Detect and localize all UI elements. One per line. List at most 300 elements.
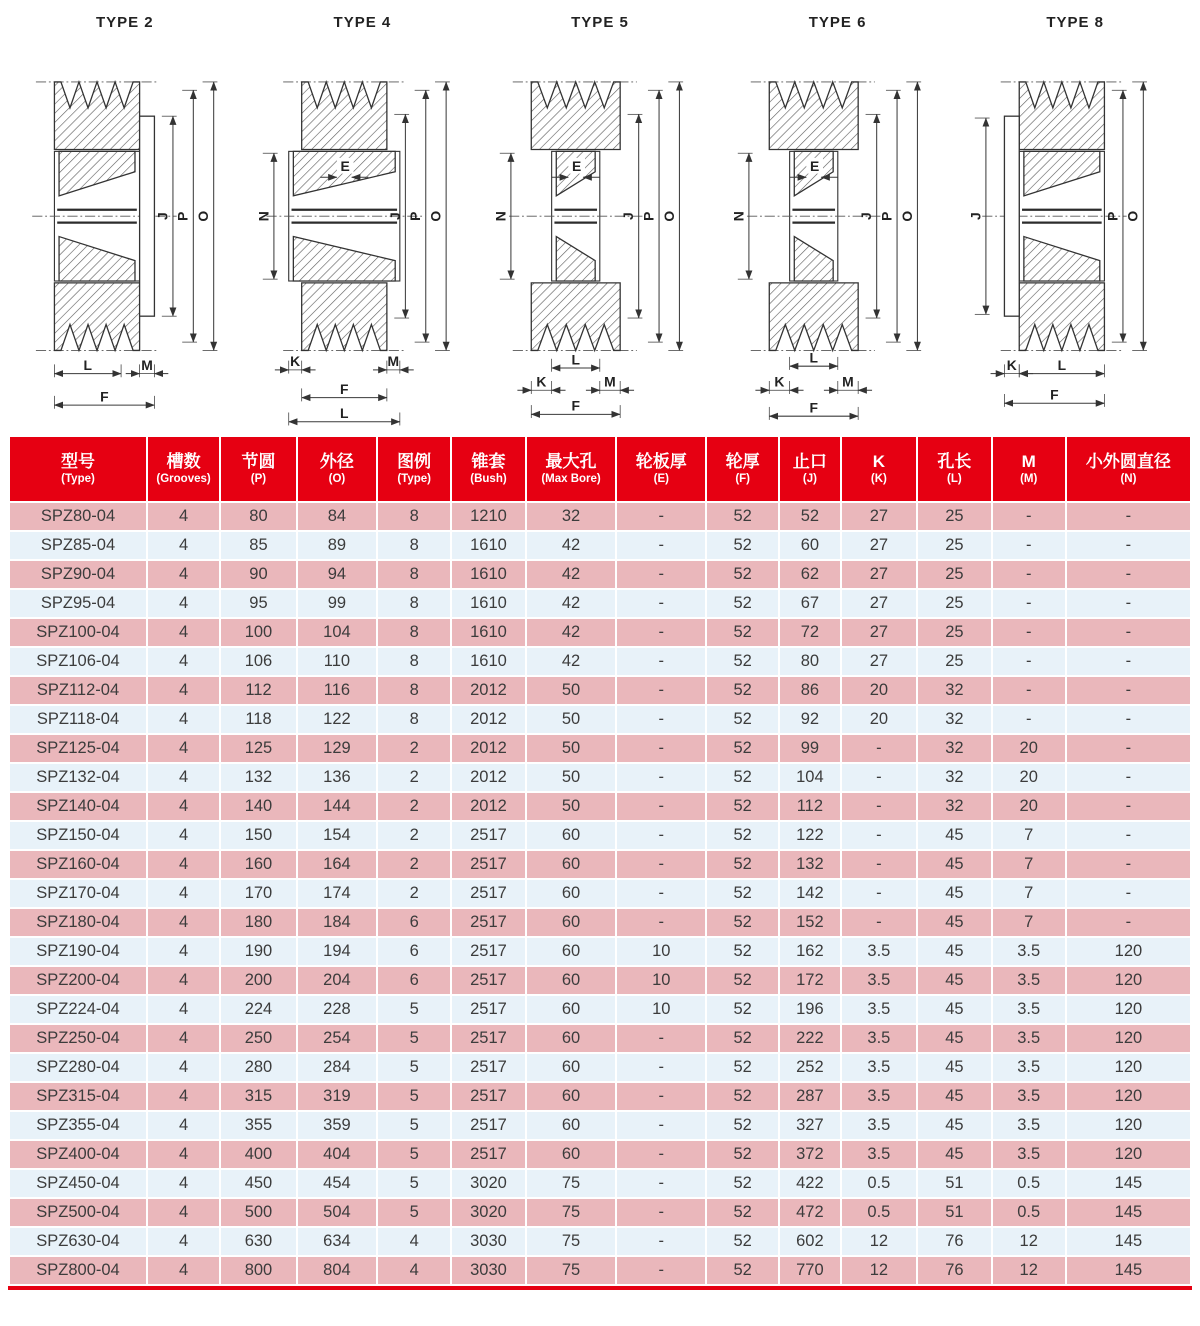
cell: 120 (1066, 1082, 1191, 1111)
diagram-type-4 (244, 6, 482, 431)
cell: 170 (220, 879, 297, 908)
column-header-en: (Type) (397, 473, 431, 485)
cell: 52 (706, 560, 779, 589)
cell: 422 (779, 1169, 840, 1198)
cell: - (616, 1256, 706, 1285)
cell: 5 (377, 1198, 451, 1227)
cell: SPZ180-04 (9, 908, 147, 937)
cell: 145 (1066, 1169, 1191, 1198)
cell: 6 (377, 966, 451, 995)
cell: 152 (779, 908, 840, 937)
cell: 8 (377, 705, 451, 734)
cell: 1610 (451, 560, 525, 589)
cell: - (616, 821, 706, 850)
cell: - (616, 502, 706, 531)
cell: SPZ150-04 (9, 821, 147, 850)
cell: 3.5 (841, 937, 918, 966)
diagram-title: TYPE 2 (95, 14, 154, 31)
cell: 4 (147, 502, 220, 531)
cell: 4 (147, 676, 220, 705)
cell: 200 (220, 966, 297, 995)
cell: 52 (706, 966, 779, 995)
cell: 45 (917, 966, 991, 995)
table-row (9, 531, 1191, 560)
table-row (9, 792, 1191, 821)
cell: 4 (147, 995, 220, 1024)
cell: 42 (526, 531, 617, 560)
cell: 145 (1066, 1198, 1191, 1227)
cell: - (1066, 792, 1191, 821)
column-header-en: (E) (653, 473, 669, 485)
dim-label: L (83, 356, 93, 373)
cell: 180 (220, 908, 297, 937)
cell: 4 (147, 1140, 220, 1169)
pulley-drawing (244, 31, 482, 431)
cell: 472 (779, 1198, 840, 1227)
cell: 32 (917, 705, 991, 734)
cell: 4 (147, 821, 220, 850)
cell: 100 (220, 618, 297, 647)
cell: 27 (841, 531, 918, 560)
cell: 7 (992, 879, 1066, 908)
cell: 52 (706, 850, 779, 879)
cell: 8 (377, 502, 451, 531)
cell: 4 (377, 1256, 451, 1285)
cell: 132 (779, 850, 840, 879)
cell: 52 (706, 647, 779, 676)
dim-J (154, 116, 176, 316)
dim-label: M (387, 353, 399, 370)
cell: SPZ400-04 (9, 1140, 147, 1169)
table-row (9, 1082, 1191, 1111)
cell: SPZ200-04 (9, 966, 147, 995)
cell: 45 (917, 1024, 991, 1053)
cell: - (1066, 763, 1191, 792)
cell: 4 (147, 1024, 220, 1053)
table-row (9, 1111, 1191, 1140)
cell: 4 (147, 589, 220, 618)
cell: - (616, 763, 706, 792)
cell: 51 (917, 1198, 991, 1227)
table-row (9, 995, 1191, 1024)
cell: 3.5 (841, 1111, 918, 1140)
diagram-title: TYPE 6 (808, 14, 867, 31)
pulley-diagrams (0, 0, 1200, 431)
cell: SPZ100-04 (9, 618, 147, 647)
cell: 42 (526, 618, 617, 647)
cell: SPZ800-04 (9, 1256, 147, 1285)
cell: 122 (779, 821, 840, 850)
cell: 75 (526, 1227, 617, 1256)
cell: 145 (1066, 1227, 1191, 1256)
column-header-en: (P) (250, 473, 267, 485)
column-header (526, 436, 617, 502)
cell: 3.5 (841, 1140, 918, 1169)
cell: - (992, 560, 1066, 589)
cell: - (1066, 908, 1191, 937)
cell: 2517 (451, 821, 525, 850)
cell: SPZ315-04 (9, 1082, 147, 1111)
cell: SPZ132-04 (9, 763, 147, 792)
cell: 2012 (451, 792, 525, 821)
cell: 45 (917, 908, 991, 937)
cell: 42 (526, 589, 617, 618)
dim-label: O (195, 210, 212, 222)
cell: 6 (377, 908, 451, 937)
cell: - (1066, 734, 1191, 763)
dim-L (1020, 357, 1105, 377)
cell: 60 (779, 531, 840, 560)
cell: 45 (917, 1111, 991, 1140)
column-header-en: (N) (1120, 473, 1137, 485)
dim-N (730, 153, 752, 279)
cell: 4 (147, 1198, 220, 1227)
cell: - (616, 1198, 706, 1227)
cell: - (616, 589, 706, 618)
cell: 2517 (451, 908, 525, 937)
cell: 1610 (451, 531, 525, 560)
column-header (616, 436, 706, 502)
cell: 60 (526, 1140, 617, 1169)
dim-label: J (154, 212, 171, 221)
dim-label: K (289, 353, 300, 370)
dim-label: E (572, 157, 582, 174)
cell: - (992, 676, 1066, 705)
cell: 2517 (451, 1053, 525, 1082)
cell: 52 (706, 821, 779, 850)
cell: - (616, 676, 706, 705)
dim-L (552, 351, 600, 371)
dim-K (274, 353, 315, 373)
dim-label: O (661, 210, 678, 222)
cell: 2517 (451, 966, 525, 995)
dim-F (54, 388, 154, 408)
cell: 20 (992, 792, 1066, 821)
cell: SPZ106-04 (9, 647, 147, 676)
dim-P (407, 90, 429, 342)
cell: 50 (526, 734, 617, 763)
cell: 4 (147, 618, 220, 647)
cell: 154 (297, 821, 377, 850)
cell: 6 (377, 937, 451, 966)
cell: 32 (917, 792, 991, 821)
dim-label: K (536, 373, 547, 390)
column-header-cn: 外径 (319, 451, 354, 471)
cell: 4 (147, 734, 220, 763)
column-header-cn: 轮板厚 (635, 451, 687, 471)
cell: - (1066, 647, 1191, 676)
cell: 140 (220, 792, 297, 821)
cell: 500 (220, 1198, 297, 1227)
column-header (297, 436, 377, 502)
cell: 60 (526, 850, 617, 879)
cell: 2517 (451, 995, 525, 1024)
cell: 280 (220, 1053, 297, 1082)
cell: SPZ630-04 (9, 1227, 147, 1256)
cell: - (841, 763, 918, 792)
cell: 2 (377, 763, 451, 792)
cell: 2012 (451, 734, 525, 763)
dim-L (54, 357, 121, 377)
cell: 355 (220, 1111, 297, 1140)
cell: 45 (917, 821, 991, 850)
cell: - (1066, 589, 1191, 618)
cell: 27 (841, 589, 918, 618)
cell: 20 (992, 763, 1066, 792)
cell: 60 (526, 995, 617, 1024)
table-row (9, 879, 1191, 908)
cell: - (616, 647, 706, 676)
cell: 60 (526, 1111, 617, 1140)
cell: 52 (706, 705, 779, 734)
cell: 162 (779, 937, 840, 966)
table-row (9, 1169, 1191, 1198)
cell: 3.5 (992, 1111, 1066, 1140)
cell: 76 (917, 1227, 991, 1256)
cell: 52 (706, 1169, 779, 1198)
dim-label: J (967, 212, 984, 221)
dim-M (373, 353, 414, 373)
dim-label: J (620, 212, 637, 221)
cell: SPZ160-04 (9, 850, 147, 879)
dim-label: L (1057, 356, 1067, 373)
cell: 67 (779, 589, 840, 618)
cell: 7 (992, 821, 1066, 850)
cell: 20 (992, 734, 1066, 763)
cell: - (1066, 850, 1191, 879)
cell: 2 (377, 821, 451, 850)
cell: 224 (220, 995, 297, 1024)
cell: 0.5 (841, 1198, 918, 1227)
cell: 2 (377, 734, 451, 763)
cell: - (1066, 531, 1191, 560)
cell: 27 (841, 618, 918, 647)
cell: - (992, 589, 1066, 618)
cell: 52 (706, 1227, 779, 1256)
dim-P (1105, 90, 1127, 342)
pulley-drawing (481, 31, 719, 431)
cell: - (841, 908, 918, 937)
cell: 60 (526, 1053, 617, 1082)
cell: 2517 (451, 1140, 525, 1169)
cell: 5 (377, 1082, 451, 1111)
cell: 196 (779, 995, 840, 1024)
table-row (9, 821, 1191, 850)
cell: SPZ170-04 (9, 879, 147, 908)
cell: 99 (297, 589, 377, 618)
cell: 76 (917, 1256, 991, 1285)
spec-table-wrap (8, 435, 1192, 1290)
cell: 160 (220, 850, 297, 879)
dim-label: F (809, 399, 818, 416)
cell: 2 (377, 879, 451, 908)
cell: 45 (917, 995, 991, 1024)
cell: 164 (297, 850, 377, 879)
cell: 86 (779, 676, 840, 705)
cell: 4 (147, 705, 220, 734)
cell: 42 (526, 647, 617, 676)
table-row (9, 1256, 1191, 1285)
dim-J (386, 114, 408, 318)
cell: 32 (526, 502, 617, 531)
cell: 45 (917, 937, 991, 966)
cell: 4 (377, 1227, 451, 1256)
cell: 4 (147, 792, 220, 821)
diagram-type-6 (719, 6, 957, 431)
dim-label: F (100, 388, 109, 405)
pulley-drawing (6, 31, 244, 431)
cell: 112 (220, 676, 297, 705)
dim-label: F (339, 380, 349, 397)
table-row (9, 1140, 1191, 1169)
cell: 2012 (451, 763, 525, 792)
cell: - (841, 734, 918, 763)
cell: - (616, 792, 706, 821)
cell: - (616, 879, 706, 908)
cell: 4 (147, 763, 220, 792)
dim-L (288, 405, 399, 425)
table-row (9, 734, 1191, 763)
dim-J (968, 118, 990, 314)
spec-table (8, 435, 1192, 1286)
cell: 104 (297, 618, 377, 647)
cell: 118 (220, 705, 297, 734)
cell: 3.5 (992, 1024, 1066, 1053)
cell: 804 (297, 1256, 377, 1285)
cell: 27 (841, 560, 918, 589)
cell: SPZ90-04 (9, 560, 147, 589)
pulley-drawing (956, 31, 1194, 431)
cell: 2517 (451, 1111, 525, 1140)
cell: 630 (220, 1227, 297, 1256)
diagram-title: TYPE 5 (571, 14, 629, 31)
cell: 7 (992, 908, 1066, 937)
cell: 120 (1066, 966, 1191, 995)
cell: 32 (917, 734, 991, 763)
cell: 60 (526, 908, 617, 937)
dim-M (586, 374, 634, 394)
column-header-en: (F) (735, 473, 751, 485)
cell: 1610 (451, 589, 525, 618)
dim-label: N (492, 211, 509, 222)
cell: 25 (917, 647, 991, 676)
cell: 120 (1066, 1111, 1191, 1140)
cell: 42 (526, 560, 617, 589)
cell: 52 (706, 908, 779, 937)
cell: 116 (297, 676, 377, 705)
cell: 315 (220, 1082, 297, 1111)
cell: 20 (841, 676, 918, 705)
cell: 7 (992, 850, 1066, 879)
cell: SPZ250-04 (9, 1024, 147, 1053)
cell: - (616, 531, 706, 560)
cell: 52 (706, 1053, 779, 1082)
dim-label: M (841, 373, 854, 390)
cell: 27 (841, 502, 918, 531)
cell: 0.5 (841, 1169, 918, 1198)
cell: 12 (992, 1227, 1066, 1256)
table-row (9, 1198, 1191, 1227)
cell: - (1066, 502, 1191, 531)
cell: 204 (297, 966, 377, 995)
dim-label: K (1007, 356, 1018, 373)
cell: 8 (377, 647, 451, 676)
dim-M (824, 374, 872, 394)
column-header (917, 436, 991, 502)
column-header (451, 436, 525, 502)
pulley-drawing (719, 31, 957, 431)
table-row (9, 647, 1191, 676)
cell: 3.5 (841, 1053, 918, 1082)
cell: 45 (917, 850, 991, 879)
cell: 60 (526, 966, 617, 995)
diagram-title: TYPE 8 (1046, 14, 1105, 31)
column-header (9, 436, 147, 502)
cell: 32 (917, 763, 991, 792)
dim-P (878, 90, 900, 342)
cell: 120 (1066, 937, 1191, 966)
column-header-en: (O) (328, 473, 346, 485)
cell: SPZ80-04 (9, 502, 147, 531)
cell: 319 (297, 1082, 377, 1111)
cell: 25 (917, 531, 991, 560)
cell: - (841, 879, 918, 908)
dim-label: J (386, 212, 403, 221)
cell: SPZ450-04 (9, 1169, 147, 1198)
cell: 3.5 (992, 1053, 1066, 1082)
cell: SPZ500-04 (9, 1198, 147, 1227)
cell: 602 (779, 1227, 840, 1256)
table-row (9, 937, 1191, 966)
table-row (9, 850, 1191, 879)
cell: 4 (147, 937, 220, 966)
cell: 2517 (451, 1024, 525, 1053)
cell: 4 (147, 850, 220, 879)
cell: 0.5 (992, 1198, 1066, 1227)
column-header-cn: 轮厚 (725, 451, 760, 471)
cell: 150 (220, 821, 297, 850)
cell: - (841, 792, 918, 821)
column-header-cn: 锥套 (471, 451, 506, 471)
cell: 12 (992, 1256, 1066, 1285)
column-header-en: (M) (1020, 473, 1038, 485)
cell: - (992, 705, 1066, 734)
dim-K (991, 357, 1034, 377)
cell: 359 (297, 1111, 377, 1140)
cell: 8 (377, 676, 451, 705)
cell: - (1066, 560, 1191, 589)
cell: - (616, 1082, 706, 1111)
cell: 60 (526, 879, 617, 908)
column-header (841, 436, 918, 502)
cell: 194 (297, 937, 377, 966)
cell: 3030 (451, 1256, 525, 1285)
cell: 144 (297, 792, 377, 821)
cell: 3.5 (992, 1140, 1066, 1169)
dim-label: M (141, 356, 153, 373)
cell: 94 (297, 560, 377, 589)
cell: 222 (779, 1024, 840, 1053)
dim-J (620, 114, 642, 318)
cell: SPZ125-04 (9, 734, 147, 763)
column-header (1066, 436, 1191, 502)
dim-label: P (174, 211, 191, 221)
cell: 45 (917, 1140, 991, 1169)
dim-O (899, 82, 921, 351)
table-row (9, 502, 1191, 531)
column-header (706, 436, 779, 502)
cell: 3.5 (992, 995, 1066, 1024)
